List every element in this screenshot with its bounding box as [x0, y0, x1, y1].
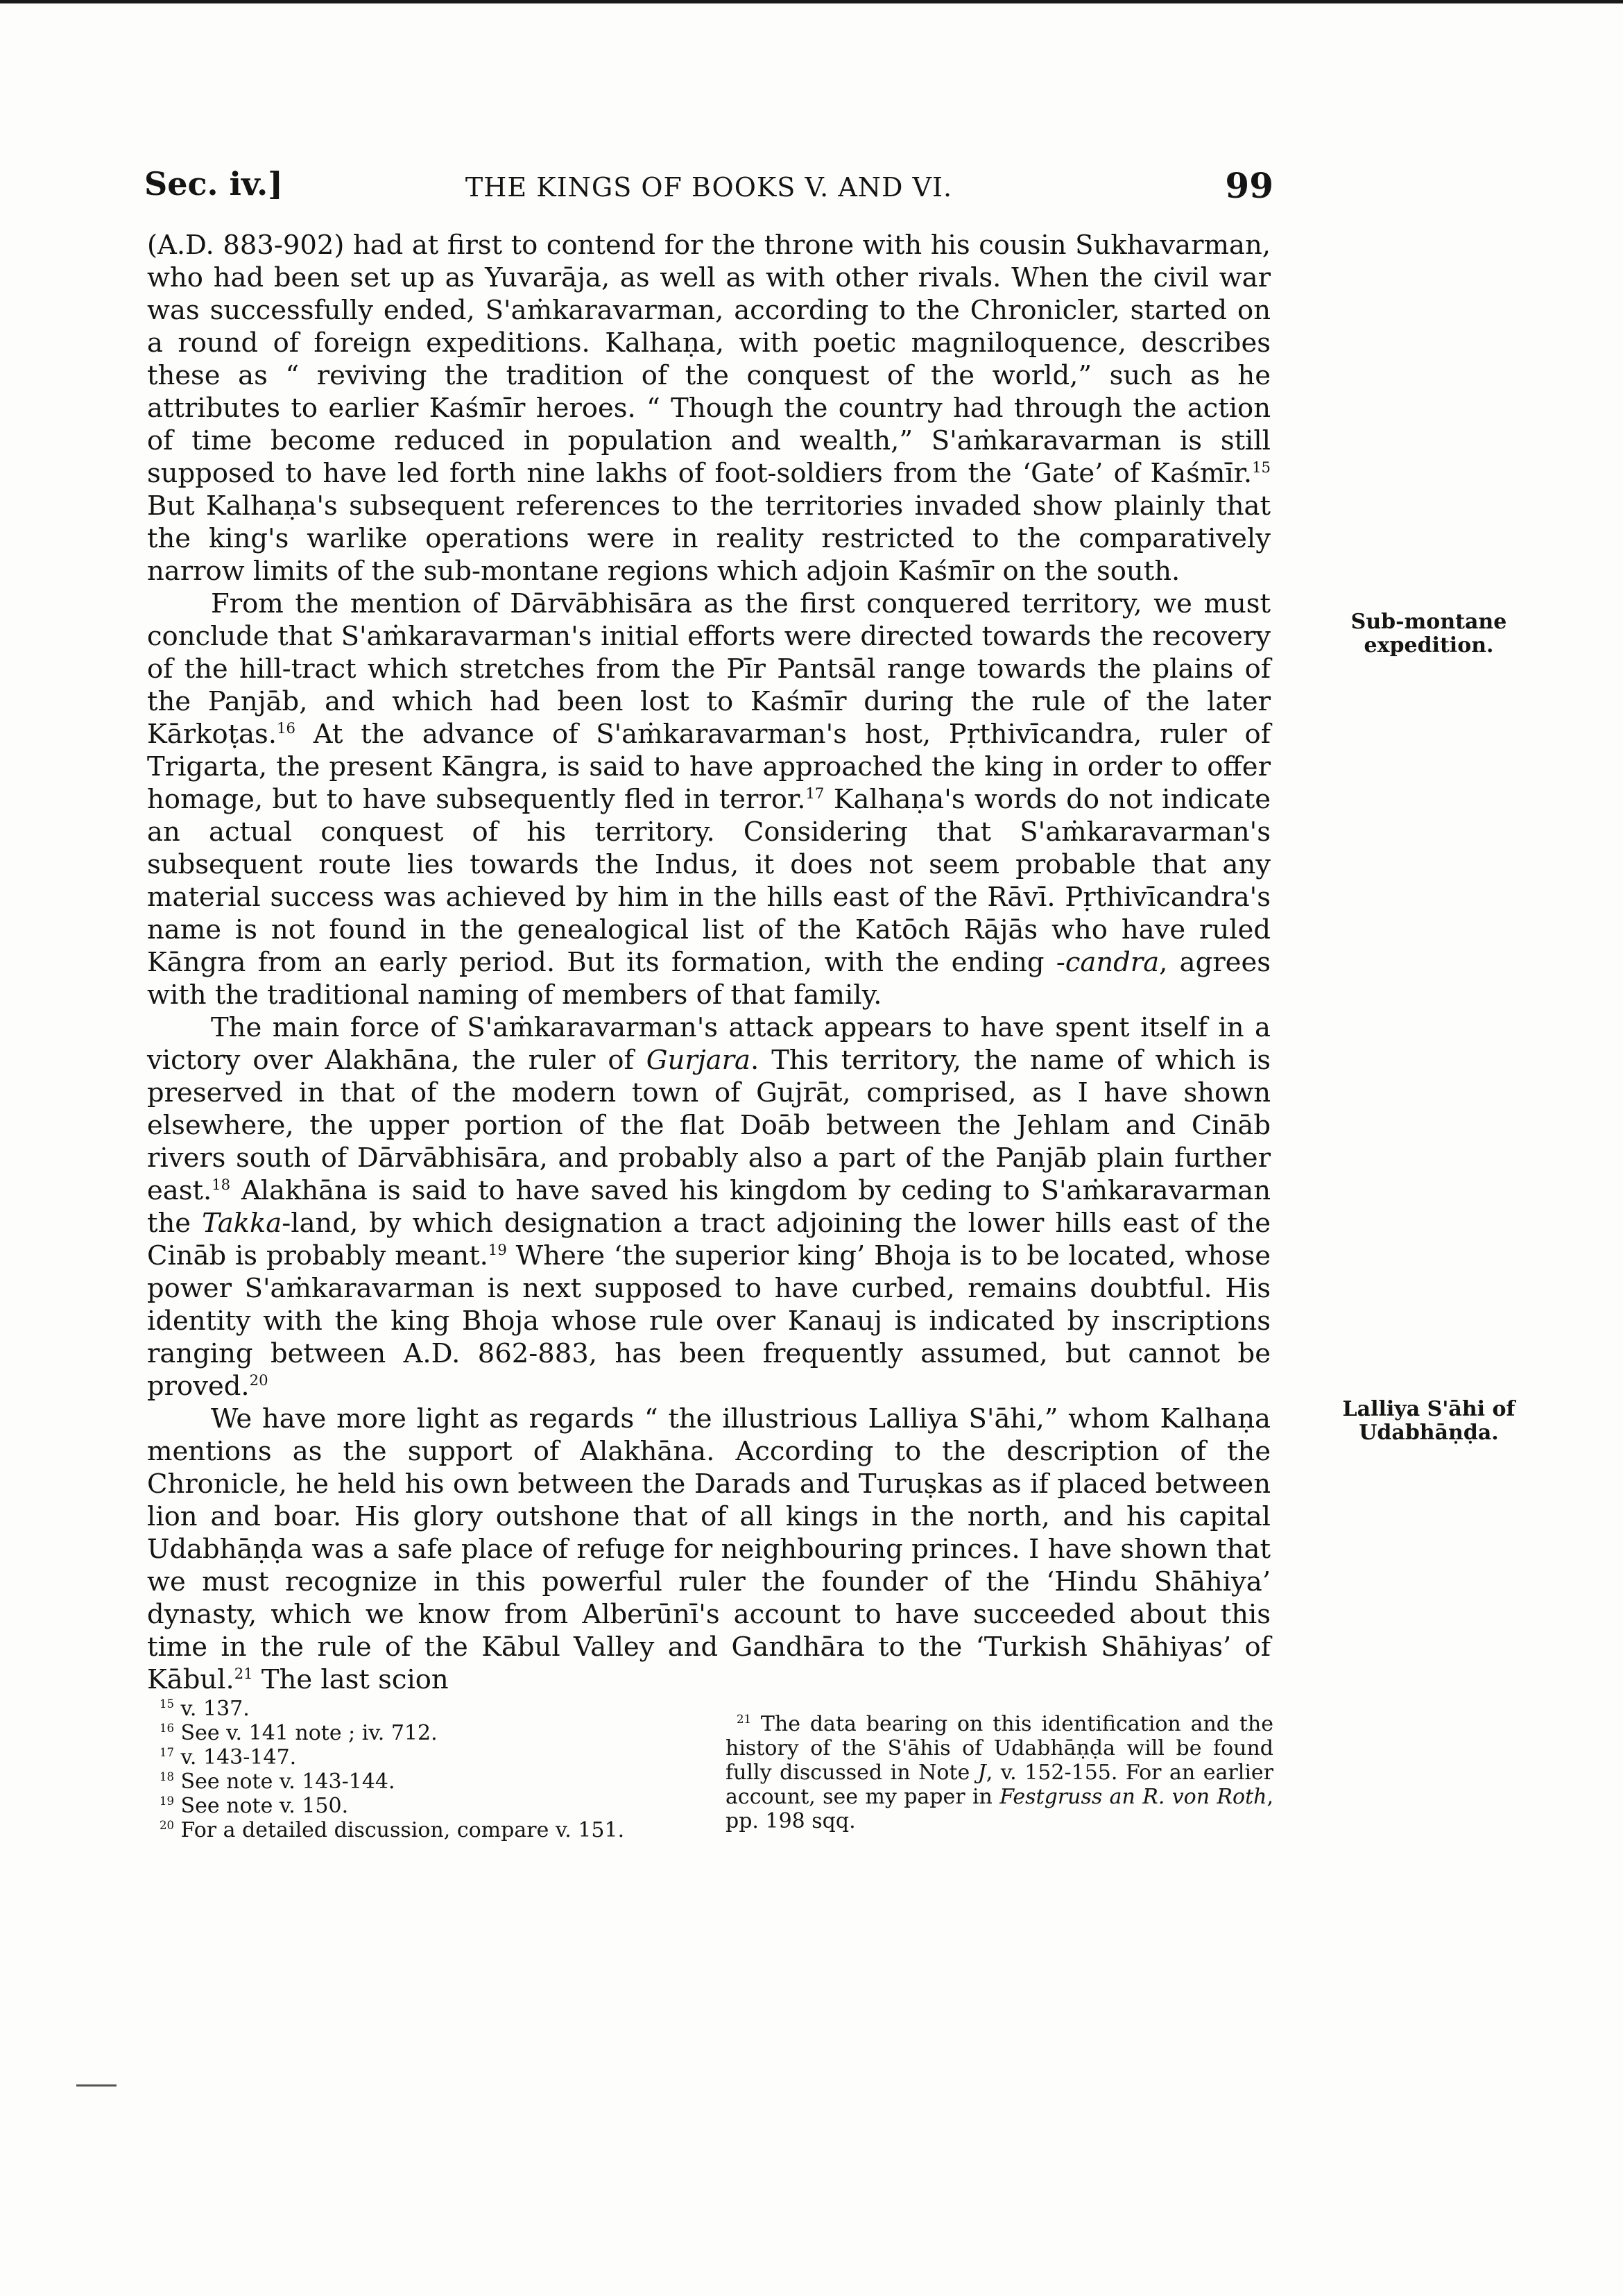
footnote-15: $^{15}$ v. 137. — [160, 1697, 250, 1721]
footnote-21: $^{21}$ The data bearing on this identification and the history of the S'āhis of Udabhāṇḍa will be found fully discussed in Note J, v. 152-155. For an earlier account, see my paper in Festgruss an R. von Roth, pp. 198 sqq. — [725, 1712, 1274, 1833]
footnote-17: $^{17}$ v. 143-147. — [160, 1745, 297, 1770]
footnote-18: $^{18}$ See note v. 143-144. — [160, 1770, 395, 1794]
footnote-16: $^{16}$ See v. 141 note ; iv. 712. — [160, 1721, 438, 1745]
footnote-ref-16[interactable]: 16 — [277, 719, 295, 737]
section-label: Sec. iv.] — [144, 165, 283, 203]
main-text — [147, 229, 1271, 1696]
footnote-ref-19[interactable]: 19 — [488, 1241, 507, 1259]
footnote-ref-18[interactable]: 18 — [212, 1176, 231, 1194]
paragraph-4: We have more light as regards “ the illustrious Lalliya S'āhi,” whom Kalhaṇa mentions as the support of Alakhāna. According to the description of the Chronicle, he held his own between the Darads and Turuṣkas as if placed between lion and boar. His glory outshone that of all kings in the north, and his capital Udabhāṇḍa was a safe place of refuge for neighbouring princes. I have shown that we must recognize in this powerful ruler the founder of the ‘Hindu Shāhiya’ dynasty, which we know from Alberūnī's account to have succeeded about this time in the rule of the Kābul Valley and Gandhāra to the ‘Turkish Shāhiyas’ of Kābul.$^{21}$ The last scion — [147, 1403, 1271, 1695]
footnote-19: $^{19}$ See note v. 150. — [160, 1794, 349, 1818]
footnote-20: $^{20}$ For a detailed discussion, compare v. 151. — [160, 1818, 625, 1842]
footnotes-left — [160, 1697, 687, 1842]
page-number: 99 — [1225, 165, 1273, 206]
paragraph-1: (A.D. 883-902) had at first to contend for the throne with his cousin Sukhavarman, who had been set up as Yuvarāja, as well as with other rivals. When the civil war was successfully ended, S'aṁkaravarman, according to the Chronicler, started on a round of foreign expeditions. Kalhaṇa, with poetic magniloquence, describes these as “ reviving the tradition of the conquest of the world,” such as he attributes to earlier Kaśmīr heroes. “ Though the country had through the action of time become reduced in population and wealth,” S'aṁkaravarman is still supposed to have led forth nine lakhs of foot-soldiers from the ‘Gate’ of Kaśmīr.$^{15}$ But Kalhaṇa's subsequent references to the territories invaded show plainly that the king's warlike operations were in reality restricted to the comparatively narrow limits of the sub-montane regions which adjoin Kaśmīr on the south. — [147, 230, 1271, 587]
footnote-ref-20[interactable]: 20 — [249, 1371, 268, 1389]
paragraph-3: The main force of S'aṁkaravarman's attack appears to have spent itself in a victory over Alakhāna, the ruler of Gurjara. This territory, the name of which is preserved in that of the modern town of Gujrāt, comprised, as I have shown elsewhere, the upper portion of the flat Doāb between the Jehlam and Cināb rivers south of Dārvābhisāra, and probably also a part of the Panjāb plain further east.$^{18}$ Alakhāna is said to have saved his kingdom by ceding to S'aṁkaravarman the Takka-land, by which designation a tract adjoining the lower hills east of the Cināb is probably meant.$^{19}$ Where ‘the superior king’ Bhoja is to be located, whose power S'aṁkaravarman is next supposed to have curbed, remains doubtful. His identity with the king Bhoja whose rule over Kanauj is indicated by inscriptions ranging between A.D. 862-883, has been frequently assumed, but cannot be proved.$^{20}$ — [147, 1012, 1271, 1402]
page-top-rule — [0, 0, 1623, 3]
running-title: THE KINGS OF BOOKS V. AND VI. — [465, 172, 953, 203]
footnote-ref-21[interactable]: 21 — [234, 1665, 253, 1683]
footnote-ref-15[interactable]: 15 — [1252, 459, 1271, 477]
sidenote-sub-montane: Sub-montane expedition. — [1350, 610, 1507, 658]
sidenote-lalliya-sahi: Lalliya S'āhi of Udabhāṇḍa. — [1342, 1397, 1515, 1445]
stray-margin-mark — [76, 2084, 117, 2087]
paragraph-2: From the mention of Dārvābhisāra as the first conquered territory, we must conclude that S'aṁkaravarman's initial efforts were directed towards the recovery of the hill-tract which stretches from the Pīr Pantsāl range towards the plains of the Panjāb, and which had been lost to Kaśmīr during the rule of the later Kārkoṭas.$^{16}$ At the advance of S'aṁkaravarman's host, Pṛthivīcandra, ruler of Trigarta, the present Kāngra, is said to have approached the king in order to offer homage, but to have subsequently fled in terror.$^{17}$ Kalhaṇa's words do not indicate an actual conquest of his territory. Considering that S'aṁkaravarman's subsequent route lies towards the Indus, it does not seem probable that any material success was achieved by him in the hills east of the Rāvī. Pṛthivīcandra's name is not found in the genealogical list of the Katōch Rājās who have ruled Kāngra from an early period. But its formation, with the ending -candra, agrees with the traditional naming of members of that family. — [147, 588, 1271, 1011]
running-header — [144, 165, 1273, 221]
footnote-ref-17[interactable]: 17 — [805, 785, 825, 803]
